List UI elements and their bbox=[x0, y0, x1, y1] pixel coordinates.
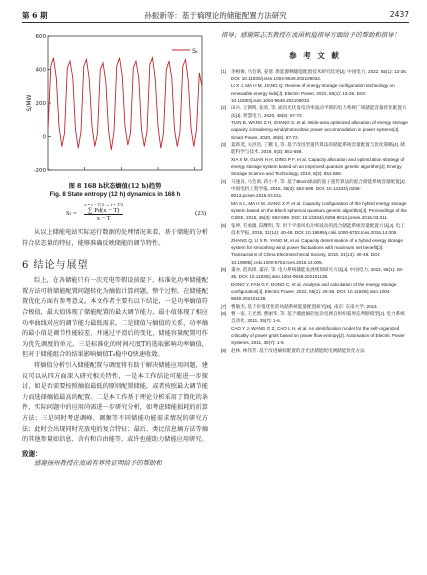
reference-text: CAO Y J, WANG G Z, CAO L H, et al. An identification model for the self-organized criticality of power grids based on power flow entropy[J]. Automation of Electric Power Systems, 2011, 35(7): 1-6. bbox=[231, 325, 405, 346]
figure-8 bbox=[22, 30, 208, 180]
acknowledgement-text: 感谢扬州教授在流函有界性证明给予的帮助和 bbox=[34, 458, 162, 467]
reference-item bbox=[221, 325, 409, 347]
y-tick-label: 600 bbox=[35, 34, 46, 40]
y-tick-label: 400 bbox=[35, 67, 46, 74]
figure-caption-cn: 图 8 168 h状态熵值(12 h)趋势 bbox=[68, 183, 162, 190]
paragraph-conclusion: 综上，在各储能只有一次充电等假设前提下，标准化功率储能配置方法可将储能配置问题转化为熵值计算问题。整个过程，在储能配置优化方面有参考意义。本文作者主要有以下结论，一是功率熵值符合极值，最大值体现了储能配置的最大调节能力，最小值体现了相应功率曲线对应的调节能力最低需求。二是储值与熵值的关系，功率熵的最小值是调节性能较差，并通过平滑后的变化，储能容量配置可作为优先调度的单元。三是标准化的时间尺度T的选取影响功率熵值，但对于储能组合的结果影响熵值T₀稳中Q快速收敛。 bbox=[22, 277, 208, 359]
reference-item bbox=[221, 119, 409, 141]
reference-text: LI X J, MA H M, JIANG Q. Review of energy storage configuration technology on renewable energy side[J]. Electric Power, 2022, 55(1): 13-25. DOI: 10.11930/j.issn.1004-9649.202109032. bbox=[231, 83, 395, 103]
reference-number: [3] bbox=[221, 142, 227, 148]
page-header bbox=[22, 10, 409, 22]
reference-number: [1] bbox=[221, 68, 227, 74]
reference-item bbox=[221, 266, 409, 281]
reference-text: 曹敏杰, 基于价值优化的风储系统能量配置研究[D]. 南京: 东南大学, 2014. bbox=[231, 303, 379, 309]
reference-text: DONG Y, FAN G F, DONG C, et al. Analysis and calculation of the energy storage configuration[J]. Electric Power, 2022, 55(1): 26-36. DOI: 10.11930/j.issn.1004-9649.202101138. bbox=[231, 281, 397, 302]
reference-number bbox=[221, 156, 231, 178]
reference-item bbox=[221, 178, 409, 200]
figure-caption-en: Fig. 8 State entropy (12 h) dynamics in 168 h bbox=[49, 191, 181, 198]
reference-item bbox=[221, 222, 409, 237]
reference-item bbox=[221, 303, 409, 310]
equation-23 bbox=[22, 202, 208, 228]
reference-number: [7] bbox=[221, 303, 227, 309]
y-tick-label: 0 bbox=[42, 134, 46, 141]
reference-item bbox=[221, 200, 409, 222]
issue-label: 第 6 期 bbox=[22, 11, 48, 20]
reference-text: 马速良, 马会萌, 蒋小平, 等. 基于Bloch球面的量子遗传算法的混合储能系统容量配置[J]. 中国电机工程学报, 2015, 35(3): 592-599. DOI: 10.13334/j.0258-8013.pcsee.2015.03.011. bbox=[231, 178, 406, 199]
reference-text: 赵林, 林伟芳. 基于改进熵权配置的含光伏储能配电网储能优化方法 bbox=[231, 347, 365, 353]
acknowledgement-title: 致谢： bbox=[22, 449, 42, 458]
right-column bbox=[221, 30, 409, 354]
reference-item bbox=[221, 310, 409, 325]
equation-number: (23) bbox=[195, 210, 206, 217]
reference-item bbox=[221, 104, 409, 119]
reference-text: TIAN B, WANG Z H, ZHANG S, et al. Wide-area optimized allocation of energy storage capacity considering wind/photovoltaic power accommodation in power systems[J]. Smart Power, 2020, 48(6): 67-72. bbox=[231, 120, 408, 140]
reference-number: [5] bbox=[221, 222, 227, 228]
reference-number: [6] bbox=[221, 266, 227, 272]
reference-item bbox=[221, 156, 409, 178]
left-column bbox=[22, 30, 208, 468]
acknowledgement-continued: 指导；感谢陈志杰教授在流函机值指导方面给予的帮助和指导！ bbox=[221, 31, 400, 39]
y-axis-label: S/MW bbox=[26, 94, 33, 112]
reference-text: 李相俊, 马会萌, 姜倩. 新能源侧储能配置技术研究综述[J]. 中国电力, 2022, 55(1): 13-25. DOI: 10.11930/j.issn.1004-9649.202109032. bbox=[231, 68, 408, 81]
reference-number: [9] bbox=[221, 347, 227, 353]
reference-number bbox=[221, 82, 231, 104]
reference-text: 夏新茂, 关洪浩, 丁鹏飞, 等. 基于改进型遗传算法的储能系统容量配置与优化策略[J]. 储能科学与技术, 2019, 8(3): 551-558. bbox=[231, 142, 405, 155]
reference-number bbox=[221, 200, 231, 222]
references-title: 参 考 文 献 bbox=[289, 50, 341, 60]
reference-text: XIA X M, GUAN H H, DING P F, et al. Capacity allocation and optimization strategy of energy storage system based on an improved quantum genetic algorithm[J]. Energy Storage Science and Technology, 2019, 8(3): 551-558. bbox=[231, 156, 405, 177]
formula-limits: x = t − T/2 → t + T/2 bbox=[84, 202, 124, 207]
series-line-st bbox=[48, 58, 202, 150]
page-number: 2437 bbox=[389, 10, 409, 19]
reference-text: 张坤, 毛承雄, 陆继明, 等. 用于平滑风电功率波动的混合储能系统容量配置方法[J]. 电工技术学报, 2016, 31(14): 40-48. DOI: 10.19595/j.cnki.1000-6753.tces.2016.14.005. bbox=[231, 222, 405, 236]
plot-frame bbox=[48, 36, 202, 170]
running-title: 孙振新等：基于熵理论的储能配置方法研究 bbox=[144, 11, 287, 20]
reference-text: ZHANG Q, LI X R, YANG M, et al. Capacity determination of a hybrid energy storage system for smoothing wind power fluctuations with maximum net benefit[J]. Transactions of China Electrotechnical Society, 2016, 31(14): 40-48. DOI: 10.19595/j.cnki.1000-6753.tces.2016.14.005. bbox=[231, 237, 403, 265]
reference-item bbox=[221, 281, 409, 303]
reference-text: MA S L, MA H M, JIANG X P, et al. Capacity configuration of the hybrid energy storage system based on the Bloch spherical quantum genetic algorithm[J]. Proceedings of the CSEE, 2015, 35(3): 592-599. DOI: 10.13334/j.0258-8013.pcsee.2015.03.011. bbox=[231, 200, 407, 221]
paragraph-outlook: 将熵值分析引入储能配置与调度将有助于解决储能应用问题，建议可以从四方面深入研究相关特性，一是本工作结论可能进一步探讨，如是否需要按照熵值最低的原则配置储能，或者按照最大调节能力而选择熵值最高的配置。二是本工作基于理论分析采用了简化的条件，实际问题中的应用尚需进一步研究分析，如考虑储能损耗的折算方法；三是同时考虑调峰、调频等不同储能功能需求情况的研究方法；此时会出现同时充放电的复合特征；最后，类比信息熵方法等熵的其他参量如信息、含有和自由能等，或许也能助力储能应用研究。 bbox=[22, 361, 208, 444]
formula-numerator: ∑ Pd(x − T) bbox=[84, 207, 123, 215]
header-rule bbox=[22, 22, 409, 23]
reference-text: 田兵, 王钢鸣, 张勇, 等. 面向光伏发电功率波动平抑的电力系统广域储能容量优化配置方法[J]. 智慧电力, 2020, 48(6): 67-72. bbox=[231, 105, 407, 118]
y-tick-label: -200 bbox=[33, 168, 46, 174]
reference-number: [8] bbox=[221, 310, 227, 316]
state-entropy-chart bbox=[22, 30, 208, 180]
section-heading-6: 6 结论与展望 bbox=[22, 260, 89, 272]
reference-number: [4] bbox=[221, 178, 227, 184]
reference-number: [2] bbox=[221, 105, 227, 111]
reference-number bbox=[221, 237, 231, 266]
reference-text: 曹一家, 王光增, 曹丽华, 等. 基于潮流熵的复杂电网自组织临界态判断模型[J]. 电力系统自动化, 2011, 35(7): 1-6. bbox=[231, 310, 405, 324]
reference-item bbox=[221, 68, 409, 83]
reference-number bbox=[221, 325, 231, 347]
reference-item bbox=[221, 237, 409, 266]
reference-number bbox=[221, 281, 231, 303]
references-list bbox=[221, 68, 409, 354]
reference-text: 董亦, 范高锋, 董存, 等. 电力系统储能发展规划研究方法[J]. 中国电力, 2022, 55(1): 26-36. DOI: 10.11930/j.issn.1004-9649.202101138. bbox=[231, 266, 404, 280]
paragraph-analysis: 从以上储能电站实际运行数据的处理情况来看，基于储能的分析符合状态量的特征，能够准确反映储能的调节特性。 bbox=[22, 229, 208, 247]
legend-label: Sₜ bbox=[192, 47, 199, 55]
reference-number bbox=[221, 119, 231, 141]
reference-item bbox=[221, 82, 409, 104]
formula-denominator: x − T bbox=[96, 215, 111, 222]
formula-fraction bbox=[84, 202, 123, 222]
reference-item bbox=[221, 141, 409, 156]
reference-item bbox=[221, 347, 409, 354]
formula-lhs: Sₜ = bbox=[66, 210, 77, 217]
y-tick-label: 200 bbox=[35, 101, 46, 107]
